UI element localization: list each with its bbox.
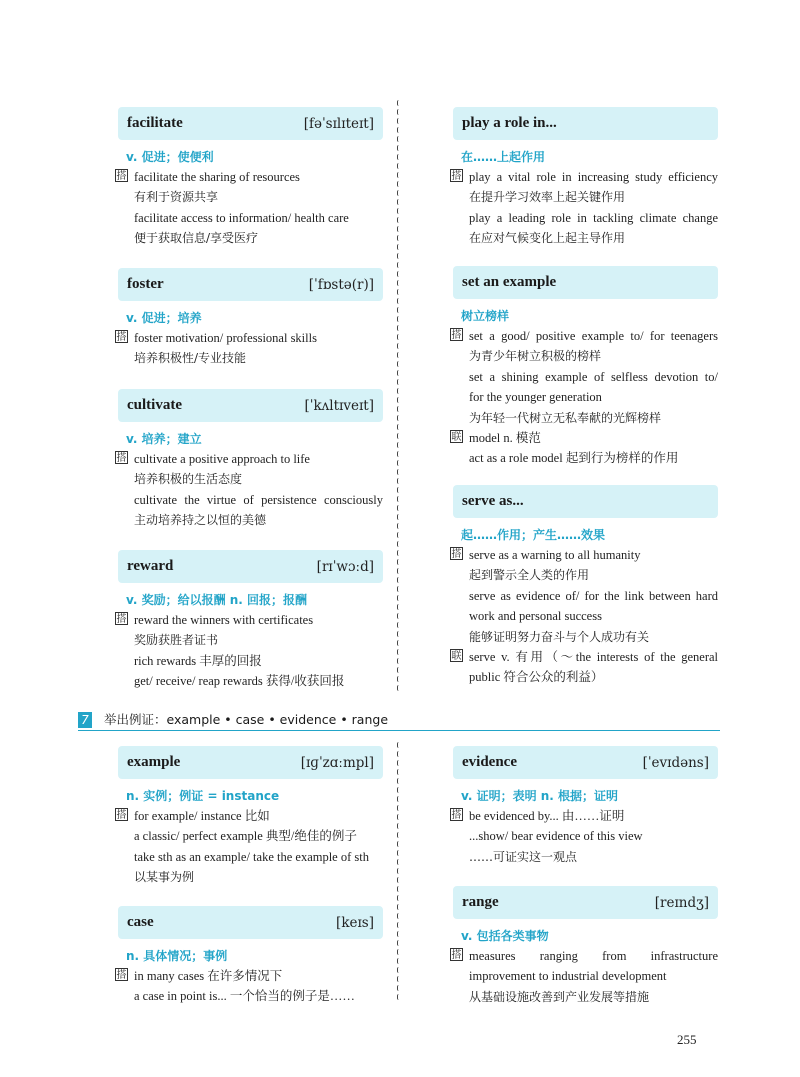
entry-header: [453, 485, 718, 518]
headword: case: [127, 914, 154, 930]
example-line: cultivate a positive approach to life: [134, 452, 310, 466]
example-line: public 符合公众的利益）: [469, 670, 604, 685]
entry-header: [118, 107, 383, 140]
collocation-group: [118, 449, 383, 531]
example-line: set a good/ positive example to/ for teenagers: [469, 329, 718, 343]
collocation-group: [118, 328, 383, 369]
section-title: 举出例证：example • case • evidence • range: [104, 712, 389, 727]
example-line: play a leading role in tackling climate change: [469, 210, 718, 225]
example-line: set a shining example of selfless devotion to/: [469, 369, 718, 384]
example-line: 能够证明努力奋斗与个人成功有关: [469, 629, 650, 644]
entry-header: [453, 746, 718, 779]
example-line: play a vital role in increasing study efficiency: [469, 170, 718, 184]
collocation-group: [453, 545, 718, 647]
pronunciation: [reɪndʒ]: [654, 894, 709, 911]
example-line: 培养积极的生活态度: [134, 472, 243, 487]
example-line: 主动培养持之以恒的美德: [134, 513, 267, 528]
headword: serve as...: [462, 493, 524, 509]
headword: cultivate: [127, 397, 182, 413]
example-line: cultivate the virtue of persistence consciously: [134, 492, 383, 507]
entry-header: [453, 886, 718, 919]
example-line: improvement to industrial development: [469, 969, 667, 984]
collocation-group: [453, 326, 718, 428]
example-line: ……可证实这一观点: [469, 849, 578, 864]
part-of-speech: 树立榜样: [461, 309, 510, 323]
word-entry: [118, 550, 383, 692]
example-line: act as a role model 起到行为榜样的作用: [469, 451, 679, 466]
collocation-tag: 搭: [451, 950, 462, 961]
collocation-tag: 搭: [116, 810, 127, 821]
example-line: foster motivation/ professional skills: [134, 331, 317, 345]
headword: evidence: [462, 754, 517, 770]
column-divider: [397, 742, 401, 1003]
headword: example: [127, 754, 181, 770]
part-of-speech: 在……上起作用: [461, 150, 546, 164]
section-number: 7: [78, 712, 92, 728]
example-line: a case in point is... 一个恰当的例子是……: [134, 989, 355, 1004]
example-line: be evidenced by... 由……证明: [469, 809, 625, 823]
entry-header: [118, 268, 383, 301]
example-line: facilitate access to information/ health care: [134, 210, 349, 225]
example-line: a classic/ perfect example 典型/绝佳的例子: [134, 829, 357, 844]
collocation-group: [118, 806, 383, 888]
pronunciation: [ˈkʌltɪveɪt]: [304, 397, 374, 414]
example-line: facilitate the sharing of resources: [134, 170, 300, 184]
entry-header: [453, 266, 718, 299]
column-divider: [397, 100, 401, 694]
example-line: serve v. 有用（～the interests of the general: [469, 650, 718, 665]
headword: set an example: [462, 274, 557, 290]
example-line: for example/ instance 比如: [134, 809, 270, 823]
section-header: [78, 712, 720, 731]
word-entry: [453, 746, 718, 867]
example-line: get/ receive/ reap rewards 获得/收获回报: [134, 674, 345, 689]
collocation-group: [453, 647, 718, 688]
collocation-group: [118, 167, 383, 249]
example-line: 以某事为例: [134, 870, 195, 885]
pronunciation: [ˈfɒstə(r)]: [308, 276, 374, 293]
collocation-group: [453, 167, 718, 249]
example-line: 培养积极性/专业技能: [134, 351, 247, 366]
entry-header: [453, 107, 718, 140]
part-of-speech: 起……作用；产生……效果: [461, 528, 606, 542]
related-tag: 联: [451, 432, 462, 444]
entry-header: [118, 746, 383, 779]
word-entry: [453, 886, 718, 1007]
pronunciation: [keɪs]: [336, 914, 374, 931]
pronunciation: [ɪɡˈzɑːmpl]: [300, 754, 374, 771]
collocation-tag: 搭: [451, 171, 462, 182]
word-entry: [453, 485, 718, 688]
word-entry: [118, 107, 383, 249]
example-line: for the younger generation: [469, 390, 602, 405]
example-line: serve as a warning to all humanity: [469, 548, 641, 562]
word-entry: [453, 266, 718, 469]
headword: range: [462, 894, 499, 910]
collocation-tag: 搭: [116, 453, 127, 464]
example-line: 在提升学习效率上起关键作用: [469, 190, 626, 205]
word-entry: [118, 906, 383, 1007]
example-line: in many cases 在许多情况下: [134, 969, 283, 983]
example-line: model n. 模范: [469, 431, 541, 446]
collocation-tag: 搭: [116, 332, 127, 343]
part-of-speech: v. 促进；培养: [126, 311, 202, 325]
collocation-group: [118, 966, 383, 1007]
headword: play a role in...: [462, 115, 557, 131]
entry-header: [118, 550, 383, 583]
headword: facilitate: [127, 115, 183, 131]
example-line: 有利于资源共享: [134, 190, 219, 205]
collocation-tag: 搭: [451, 549, 462, 560]
example-line: 从基础设施改善到产业发展等措施: [469, 989, 650, 1004]
collocation-tag: 搭: [116, 171, 127, 182]
example-line: 为青少年树立积极的榜样: [469, 349, 602, 364]
page-number: 255: [677, 1032, 697, 1047]
example-line: 在应对气候变化上起主导作用: [469, 231, 626, 246]
related-tag: 联: [451, 651, 462, 663]
part-of-speech: v. 促进；使便利: [126, 150, 214, 164]
collocation-group: [453, 946, 718, 1007]
pronunciation: [ˈevɪdəns]: [642, 754, 709, 771]
pronunciation: [rɪˈwɔːd]: [316, 558, 374, 575]
collocation-group: [453, 806, 718, 867]
word-entry: [118, 389, 383, 531]
example-line: 奖励获胜者证书: [134, 633, 219, 648]
part-of-speech: v. 培养；建立: [126, 432, 202, 446]
pronunciation: [fəˈsɪlɪteɪt]: [303, 115, 374, 132]
entry-header: [118, 906, 383, 939]
example-line: 起到警示全人类的作用: [469, 568, 590, 583]
headword: reward: [127, 558, 174, 574]
example-line: take sth as an example/ take the example of sth: [134, 849, 369, 864]
example-line: 为年轻一代树立无私奉献的光辉榜样: [469, 410, 662, 425]
collocation-tag: 搭: [116, 970, 127, 981]
part-of-speech: v. 证明；表明 n. 根据；证明: [461, 789, 619, 803]
collocation-tag: 搭: [116, 614, 127, 625]
word-entry: [118, 746, 383, 888]
example-line: serve as evidence of/ for the link between hard: [469, 588, 718, 603]
part-of-speech: v. 包括各类事物: [461, 929, 549, 943]
part-of-speech: n. 实例；例证 = instance: [126, 789, 280, 803]
word-entry: [118, 268, 383, 369]
example-line: work and personal success: [469, 609, 602, 624]
example-line: measures ranging from infrastructure: [469, 949, 718, 963]
example-line: ...show/ bear evidence of this view: [469, 829, 643, 844]
collocation-tag: 搭: [451, 330, 462, 341]
collocation-group: [118, 610, 383, 692]
part-of-speech: v. 奖励；给以报酬 n. 回报；报酬: [126, 593, 308, 607]
example-line: 便于获取信息/享受医疗: [134, 231, 259, 246]
example-line: rich rewards 丰厚的回报: [134, 653, 262, 668]
headword: foster: [127, 276, 164, 292]
part-of-speech: n. 具体情况；事例: [126, 949, 228, 963]
example-line: reward the winners with certificates: [134, 613, 314, 627]
collocation-group: [453, 428, 718, 469]
entry-header: [118, 389, 383, 422]
word-entry: [453, 107, 718, 249]
collocation-tag: 搭: [451, 810, 462, 821]
